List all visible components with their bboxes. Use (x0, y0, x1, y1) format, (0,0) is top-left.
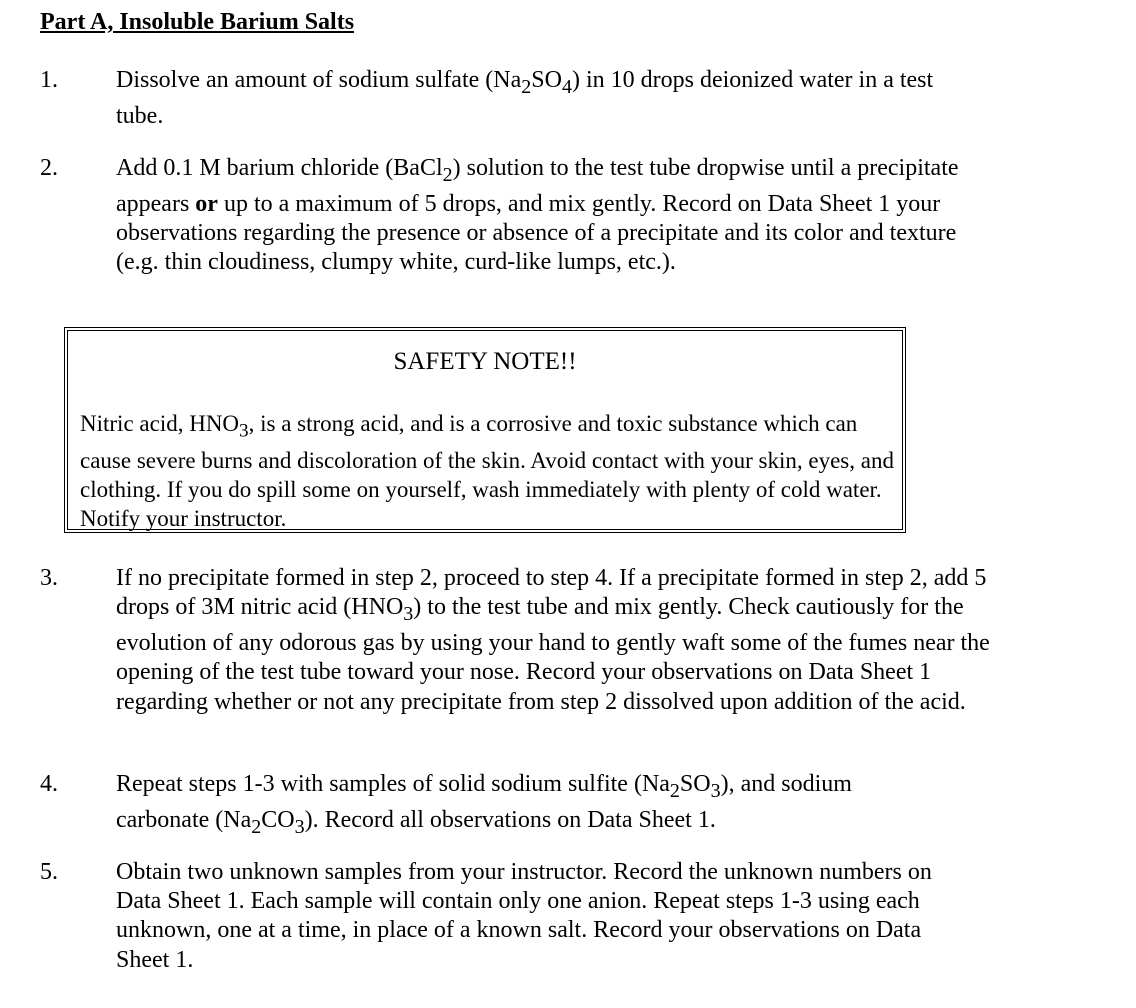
step-number: 2. (40, 155, 58, 181)
safety-note-title: SAFETY NOTE!! (393, 348, 577, 375)
section-heading: Part A, Insoluble Barium Salts (40, 9, 355, 35)
safety-note-inner-border (67, 330, 903, 530)
safety-note-box (64, 327, 906, 533)
step-text: Repeat steps 1-3 with samples of solid sodium sulfite $(Na_2SO_3)$, and sodium carbonate $(Na_2CO_3)$. Record all observations on Data Sheet 1. (116, 771, 852, 838)
step-text: If no precipitate formed in step 2, proceed to step 4. If a precipitate formed in step 2, add 5 drops of 3M nitric acid $(HNO_3)$ to the test tube and mix gently. Check cautiously for the evolution of any odorous gas by using your hand to gently waft some of the fumes near the opening of the test tube toward your nose. Record your observations on Data Sheet 1 regarding whether or not any precipitate from step 2 dissolved upon addition of the acid. (116, 565, 990, 715)
step-text: Add 0.1 M barium chloride (BaCl$_2$) solution to the test tube dropwise until a precipitate appears or up to a maximum of 5 drops, and mix gently. Record on Data Sheet 1 your observations regarding the presence or absence of a precipitate and its color and texture (e.g. thin cloudiness, clumpy white, curd-like lumps, etc.). (116, 155, 959, 276)
emphasis-or: or (195, 191, 218, 217)
step-text: Obtain two unknown samples from your instructor. Record the unknown numbers on Data Sheet 1. Each sample will contain only one anion. Repeat steps 1-3 using each unknown, one at a time, in place of a known salt. Record your observations on Data Sheet 1. (116, 859, 932, 973)
step-text: Dissolve an amount of sodium sulfate $(Na_2SO_4)$ in 10 drops deionized water in a test tube. (116, 67, 934, 129)
step-number: 3. (40, 565, 58, 591)
step-number: 4. (40, 771, 58, 797)
step-number: 1. (40, 67, 58, 93)
step-number: 5. (40, 859, 58, 885)
safety-note-text: Nitric acid, $HNO_3$, is a strong acid, and is a corrosive and toxic substance which can cause severe burns and discoloration of the skin. Avoid contact with your skin, eyes, and clothing. If you do spill some on yourself, wash immediately with plenty of cold water. Notify your instructor. (80, 411, 894, 531)
